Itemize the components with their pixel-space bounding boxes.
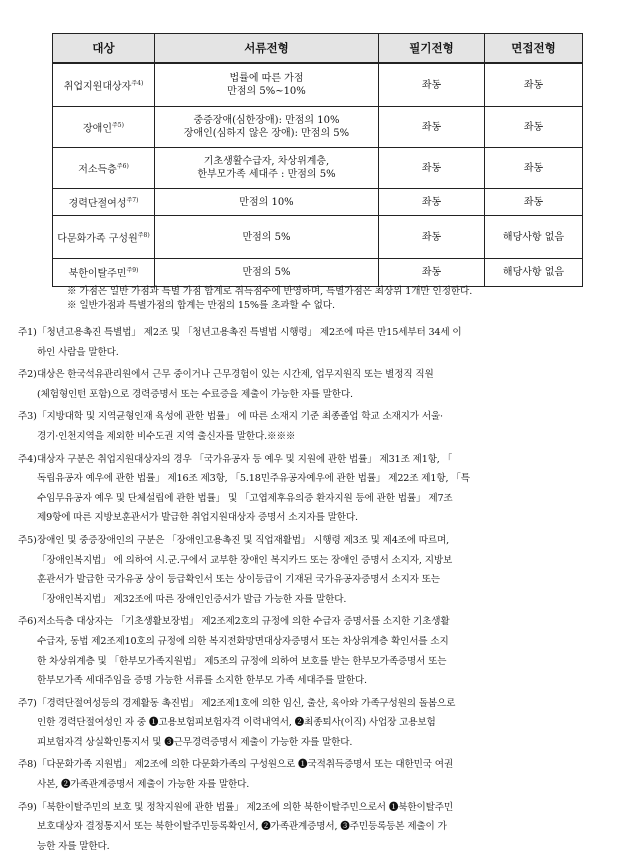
criteria-line: 만점의 10%: [239, 196, 294, 208]
footnote-text-line: 「장애인복지법」 제32조에 따른 장애인인증서가 발급 가능한 자를 말한다.: [37, 593, 347, 605]
footnote-item: [18, 450, 598, 528]
footnote-text-line: 「북한이탈주민의 보호 및 정착지원에 관한 법률」 제2조에 의한 북한이탈주민으로서 ❶북한이탈주민: [37, 801, 453, 813]
category-cell: [53, 189, 155, 216]
footnote-text-line: 피보험자격 상실확인통지서 및 ❸근무경력증명서 제출이 가능한 자를 말한다.: [37, 736, 353, 748]
table-row: [53, 107, 583, 148]
interview-cell: 좌동: [485, 63, 583, 107]
footnote-label: 주8): [18, 759, 37, 771]
footnote-text-line: 인한 경력단절여성인 자 중 ❶고용보험피보험자격 이력내역서, ❷최종퇴사(이직) 사업장 고용보험: [37, 717, 436, 729]
footnote-label: 주2): [18, 369, 37, 381]
criteria-cell: [155, 259, 379, 287]
written-cell: 좌동: [379, 63, 485, 107]
interview-cell: 좌동: [485, 107, 583, 148]
criteria-cell: [155, 216, 379, 259]
category-label: 취업지원대상자: [63, 81, 132, 93]
written-cell: 좌동: [379, 216, 485, 259]
table-row: [53, 189, 583, 216]
footnote-text-line: 「지방대학 및 지역균형인재 육성에 관한 법률」 에 따른 소재지 기준 최종졸업 학교 소재지가 서울·: [37, 411, 443, 423]
footnote-item: [18, 323, 598, 362]
table-row: [53, 148, 583, 189]
footnote-label: 주7): [18, 697, 37, 709]
criteria-line: 기초생활수급자, 차상위계층,: [203, 156, 330, 167]
category-cell: [53, 107, 155, 148]
footnote-item: [18, 694, 598, 753]
footnote-text-line: 대상자 구분은 취업지원대상자의 경우 「국가유공자 등 예우 및 지원에 관한 법률」 제31조 제1항, 「: [37, 453, 453, 465]
footnote-list: [18, 323, 598, 859]
criteria-line: 장애인(심하지 않은 장애): 만점의 5%: [183, 128, 350, 139]
header-interview: 면접전형: [485, 34, 583, 64]
footnote-text-line: 「다문화가족 지원법」 제2조에 의한 다문화가족의 구성원으로 ❶국적취득증명서 또는 대한민국 여권: [37, 759, 453, 771]
footnote-label: 주9): [18, 801, 37, 813]
footnote-label: 주6): [18, 616, 37, 628]
criteria-line: 법률에 따른 가점: [229, 73, 304, 84]
category-label: 저소득층: [78, 164, 117, 176]
interview-cell: 좌동: [485, 148, 583, 189]
interview-cell: 좌동: [485, 189, 583, 216]
written-cell: 좌동: [379, 148, 485, 189]
header-target: 대상: [53, 34, 155, 64]
category-cell: [53, 216, 155, 259]
table-row: [53, 63, 583, 107]
footnote-item: [18, 798, 598, 857]
footnote-text-line: 경기·인천지역을 제외한 비수도권 지역 출신자를 말한다.※※※: [37, 430, 296, 442]
interview-cell: 해당사항 없음: [485, 216, 583, 259]
category-label: 다문화가족 구성원: [57, 233, 138, 245]
criteria-cell: [155, 189, 379, 216]
footnote-ref: 주7): [126, 196, 139, 204]
footnote-text-line: 수급자, 동법 제2조제10호의 규정에 의한 복지전화망면대상자증명서 또는 차상위계층 확인서를 소지: [37, 635, 449, 647]
bonus-points-table: [52, 33, 583, 287]
criteria-cell: [155, 63, 379, 107]
category-cell: [53, 63, 155, 107]
footnote-ref: 주9): [126, 267, 139, 275]
footnote-text-line: 보호대상자 결정통지서 또는 북한이탈주민등록확인서, ❷가족관계증명서, ❸주민등록등본 제출이 가: [37, 821, 447, 833]
footnote-text-line: 훈관서가 발급한 국가유공 상이 등급확인서 또는 상이등급이 기재된 국가유공자증명서 소지자 또는: [37, 574, 440, 586]
table-row: [53, 216, 583, 259]
interview-cell: 해당사항 없음: [485, 259, 583, 287]
written-cell: 좌동: [379, 107, 485, 148]
criteria-line: 한부모가족 세대주 : 만점의 5%: [197, 169, 336, 180]
criteria-line: 만점의 5%: [242, 267, 291, 278]
table-row: [53, 259, 583, 287]
criteria-line: 만점의 5%: [242, 231, 291, 243]
header-document-screening: 서류전형: [155, 34, 379, 64]
footnote-text-line: 대상은 한국석유관리원에서 근무 중이거나 근무경험이 있는 시간제, 업무지원직 또는 별정직 직원: [37, 369, 434, 381]
footnote-text-line: 수임무유공자 예우 및 단체설립에 관한 법률」 및 「고엽제후유의증 환자지원 등에 관한 법률」 제7조: [37, 492, 453, 504]
criteria-line: 중증장애(심한장애): 만점의 10%: [193, 115, 340, 126]
footnote-label: 주3): [18, 411, 37, 423]
footnote-text-line: 제9항에 따른 지방보훈관서가 발급한 취업지원대상자 증명서 소지자를 말한다.: [37, 512, 358, 524]
footnote-item: [18, 612, 598, 690]
note-line: ※ 일반가점과 특별가점의 합계는 만점의 15%를 초과할 수 없다.: [67, 300, 335, 311]
footnote-item: [18, 365, 598, 404]
footnote-text-line: 「경력단절여성등의 경제활동 촉진법」 제2조제1호에 의한 임신, 출산, 육아와 가족구성원의 돌봄으로: [37, 697, 456, 709]
note-line: ※ 가점은 일반 가점과 특별 가점 합계로 취득점수에 반영하며, 특별가점은 최상위 1개만 인정한다.: [67, 286, 473, 297]
footnote-label: 주4): [18, 453, 37, 465]
footnote-label: 주5): [18, 534, 37, 546]
criteria-cell: [155, 107, 379, 148]
criteria-cell: [155, 148, 379, 189]
footnote-text-line: 「장애인복지법」 에 의하여 시.군.구에서 교부한 장애인 복지카드 또는 장애인 증명서 소지자, 지방보: [37, 554, 453, 566]
footnote-text-line: (체험형인턴 포함)으로 경력증명서 또는 수료증을 제출이 가능한 자를 말한다.: [37, 388, 353, 400]
table-header-row: [53, 34, 583, 64]
category-label: 경력단절여성: [68, 198, 127, 210]
footnote-text-line: 독립유공자 예우에 관한 법률」 제16조 제3항, 「5.18민주유공자예우에 관한 법률」 제22조 제1항, 「특: [37, 473, 470, 485]
category-label: 장애인: [83, 123, 112, 135]
criteria-line: 만점의 5%~10%: [227, 86, 306, 97]
footnote-ref: 주4): [131, 79, 144, 87]
category-cell: [53, 259, 155, 287]
footnote-text-line: 한 차상위계층 및 「한부모가족지원법」 제5조의 규정에 의하여 보호를 받는 한부모가족증명서 또는: [37, 655, 447, 667]
category-cell: [53, 148, 155, 189]
footnote-text-line: 하인 사람을 말한다.: [37, 346, 119, 358]
written-cell: 좌동: [379, 189, 485, 216]
written-cell: 좌동: [379, 259, 485, 287]
footnote-text-line: 한부모가족 세대주임을 증명 가능한 서류를 소지한 한부모 가족 세대주를 말한다.: [37, 675, 367, 687]
header-written-exam: 필기전형: [379, 34, 485, 64]
footnote-text-line: 「청년고용촉진 특별법」 제2조 및 「청년고용촉진 특별법 시행령」 제2조에 따른 만15세부터 34세 이: [37, 327, 462, 338]
footnote-label: 주1): [18, 327, 37, 338]
footnote-item: [18, 407, 598, 446]
footnote-ref: 주6): [116, 162, 129, 170]
footnote-text-line: 사본, ❷가족관계증명서 제출이 가능한 자를 말한다.: [37, 779, 250, 791]
table-notes: [67, 285, 587, 313]
footnote-ref: 주5): [112, 121, 124, 129]
footnote-ref: 주8): [137, 231, 150, 239]
footnote-text-line: 저소득층 대상자는 「기초생활보장법」 제2조제2호의 규정에 의한 수급자 증명서를 소지한 기초생활: [37, 616, 450, 628]
category-label: 북한이탈주민: [68, 268, 127, 280]
footnote-item: [18, 755, 598, 794]
footnote-text-line: 능한 자를 말한다.: [37, 840, 110, 852]
footnote-text-line: 장애인 및 중증장애인의 구분은 「장애인고용촉진 및 직업재활법」 시행령 제3조 및 제4조에 따르며,: [37, 534, 450, 546]
footnote-item: [18, 531, 598, 609]
